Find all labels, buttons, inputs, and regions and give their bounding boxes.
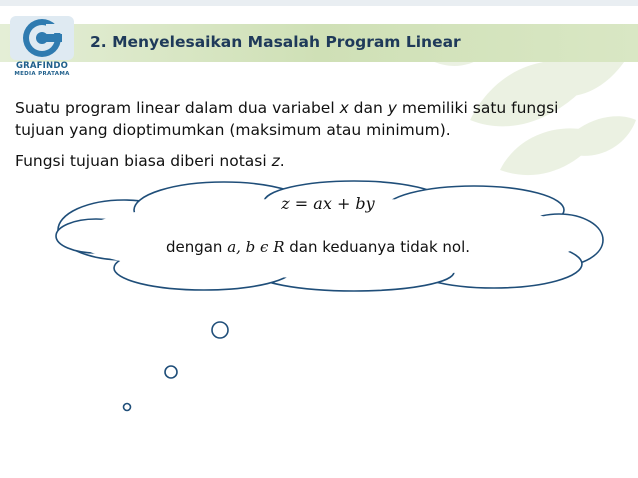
formula-desc-prefix: dengan xyxy=(165,238,228,256)
logo-emblem-icon xyxy=(6,14,78,62)
paragraph-notation xyxy=(15,150,595,172)
paragraph2-text-1: Fungsi tujuan biasa diberi notasi xyxy=(15,152,272,170)
variable-z: z xyxy=(271,152,280,170)
paragraph1-text-1: Suatu program linear dalam dua variabel xyxy=(15,99,340,117)
paragraph2-text-2: . xyxy=(279,152,285,170)
grafindo-logo xyxy=(6,14,78,78)
objective-function-formula: z = ax + by xyxy=(281,194,375,213)
paragraph1-text-3: memiliki satu fungsi tujuan yang dioptimumkan (maksimum atau minimum). xyxy=(15,99,559,139)
variable-x: x xyxy=(339,99,349,117)
paragraph1-text-2: dan xyxy=(348,99,388,117)
logo-name: GRAFINDO xyxy=(15,61,69,71)
formula-description xyxy=(100,238,536,256)
logo-subtitle: MEDIA PRATAMA xyxy=(14,71,70,77)
slide-title: 2. Menyelesaikan Masalah Program Linear xyxy=(90,33,461,51)
paragraph-objective-function xyxy=(15,97,595,141)
formula-desc-math: a, b ϵ R xyxy=(227,238,285,256)
variable-y: y xyxy=(387,99,397,117)
formula-desc-suffix: dan keduanya tidak nol. xyxy=(284,238,471,256)
